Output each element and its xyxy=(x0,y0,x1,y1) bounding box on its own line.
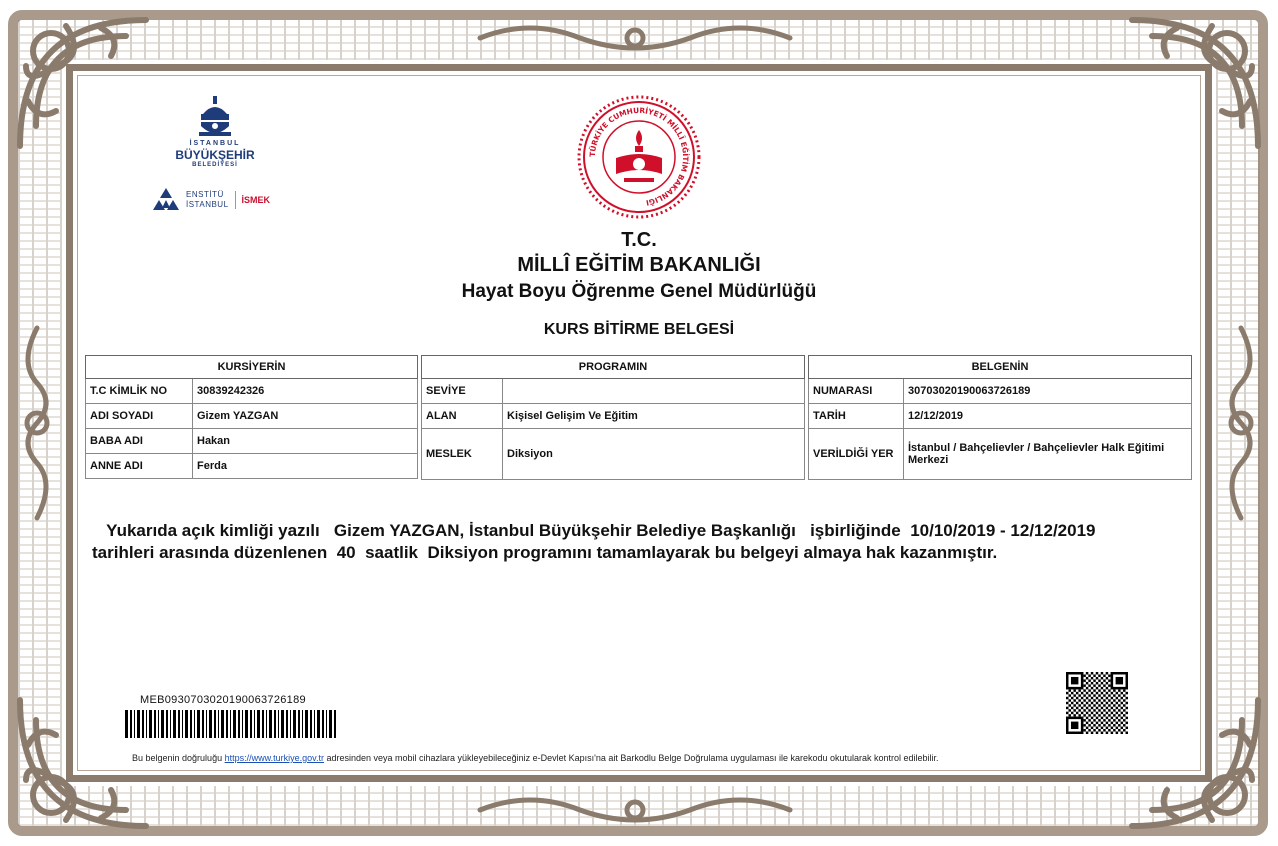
table-row xyxy=(809,429,1192,480)
father-name-label: BABA ADI xyxy=(86,429,193,454)
doc-date-label: TARİH xyxy=(809,404,904,429)
statement-part3: işbirliğinde xyxy=(810,521,901,540)
top-center-ornament xyxy=(470,18,800,58)
table-row xyxy=(422,379,805,404)
turkiye-gov-link[interactable]: https://www.turkiye.gov.tr xyxy=(224,753,324,763)
header-block xyxy=(0,228,1278,305)
ibb-logo-bottom-text: BELEDİYESİ xyxy=(192,162,238,168)
level-value xyxy=(503,379,805,404)
header-directorate: Hayat Boyu Öğrenme Genel Müdürlüğü xyxy=(461,281,817,302)
meb-seal xyxy=(574,92,704,222)
profession-value: Diksiyon xyxy=(503,429,805,480)
verification-note xyxy=(132,753,939,763)
statement-part6: programını tamamlayarak bu belgeyi almaya hak kazanmıştır. xyxy=(503,543,998,562)
statement-part1: Yukarıda açık kimliği yazılı xyxy=(106,521,320,540)
qr-code-icon xyxy=(1066,672,1128,734)
corner-ornament-bottom-right xyxy=(1122,690,1272,840)
table-row xyxy=(809,404,1192,429)
issue-place-label: VERİLDİĞİ YER xyxy=(809,429,904,480)
table-row xyxy=(422,429,805,480)
tc-no-label: T.C KİMLİK NO xyxy=(86,379,193,404)
issue-place-value: İstanbul / Bahçelievler / Bahçelievler Halk Eğitimi Merkezi xyxy=(904,429,1192,480)
statement-date-range: 10/10/2019 - 12/12/2019 xyxy=(910,521,1096,540)
table-row xyxy=(86,379,418,404)
enstitu-istanbul-logo xyxy=(152,188,270,212)
enstitu-triangles-icon xyxy=(152,188,180,212)
trainee-table xyxy=(85,355,418,479)
ibb-logo-main-text: BÜYÜKŞEHİR xyxy=(175,148,255,162)
document-title: KURS BİTİRME BELGESİ xyxy=(543,321,735,338)
table-row xyxy=(422,404,805,429)
logo-separator xyxy=(235,191,236,209)
statement-program: Diksiyon xyxy=(427,543,499,562)
barcode-number: MEB09307030201900637261​89 xyxy=(140,694,306,706)
father-name-value: Hakan xyxy=(193,429,418,454)
level-label: SEVİYE xyxy=(422,379,503,404)
ibb-emblem-icon xyxy=(197,96,233,140)
barcode-icon xyxy=(125,710,340,738)
document-table-heading: BELGENİN xyxy=(809,356,1192,379)
corner-ornament-top-right xyxy=(1122,6,1272,156)
bottom-center-ornament xyxy=(470,790,800,830)
statement-hours: 40 xyxy=(336,543,356,562)
side-ornament-left xyxy=(14,323,60,523)
corner-ornament-top-left xyxy=(6,6,156,156)
side-ornament-right xyxy=(1218,323,1264,523)
field-label: ALAN xyxy=(422,404,503,429)
statement-name: Gizem YAZGAN, xyxy=(333,521,465,540)
statement-part5: saatlik xyxy=(365,543,419,562)
seal-ring-text: TÜRKİYE CUMHURİYETİ MİLLÎ EĞİTİM BAKANLIĞI xyxy=(587,105,691,208)
statement-part2: İstanbul Büyükşehir Belediye Başkanlığı xyxy=(469,521,796,540)
footer-text-2: adresinden veya mobil cihazlara yükleyebileceğiniz e-Devlet Kapısı'na ait Barkodlu Belge Doğrulama uygulaması ile karekodu okutularak kontrol edilebilir. xyxy=(326,753,939,763)
tc-no-value: 30839242326 xyxy=(193,379,418,404)
name-label: ADI SOYADI xyxy=(86,404,193,429)
doc-number-value: 30703020190063726189 xyxy=(904,379,1192,404)
ibb-logo-top-text: İSTANBUL xyxy=(189,140,241,147)
profession-label: MESLEK xyxy=(422,429,503,480)
certificate-statement xyxy=(92,520,1122,564)
document-table xyxy=(808,355,1192,480)
footer-text-1: Bu belgenin doğruluğu xyxy=(132,753,223,763)
statement-part4: tarihleri arasında düzenlenen xyxy=(92,543,328,562)
table-row xyxy=(86,454,418,479)
program-table xyxy=(421,355,805,480)
enstitu-line1: ENSTİTÜ xyxy=(186,190,224,199)
name-value: Gizem YAZGAN xyxy=(193,404,418,429)
trainee-table-heading: KURSİYERİN xyxy=(86,356,418,379)
mother-name-value: Ferda xyxy=(193,454,418,479)
field-value: Kişisel Gelişim Ve Eğitim xyxy=(503,404,805,429)
table-row xyxy=(86,429,418,454)
ibb-logo xyxy=(165,96,265,168)
ismek-logo-text: İSMEK xyxy=(241,195,271,205)
header-tc: T.C. xyxy=(621,229,657,251)
table-row xyxy=(86,404,418,429)
program-table-heading: PROGRAMIN xyxy=(422,356,805,379)
doc-date-value: 12/12/2019 xyxy=(904,404,1192,429)
mother-name-label: ANNE ADI xyxy=(86,454,193,479)
doc-number-label: NUMARASI xyxy=(809,379,904,404)
table-row xyxy=(809,379,1192,404)
enstitu-line2: İSTANBUL xyxy=(186,200,229,209)
header-ministry: MİLLÎ EĞİTİM BAKANLIĞI xyxy=(517,254,761,276)
